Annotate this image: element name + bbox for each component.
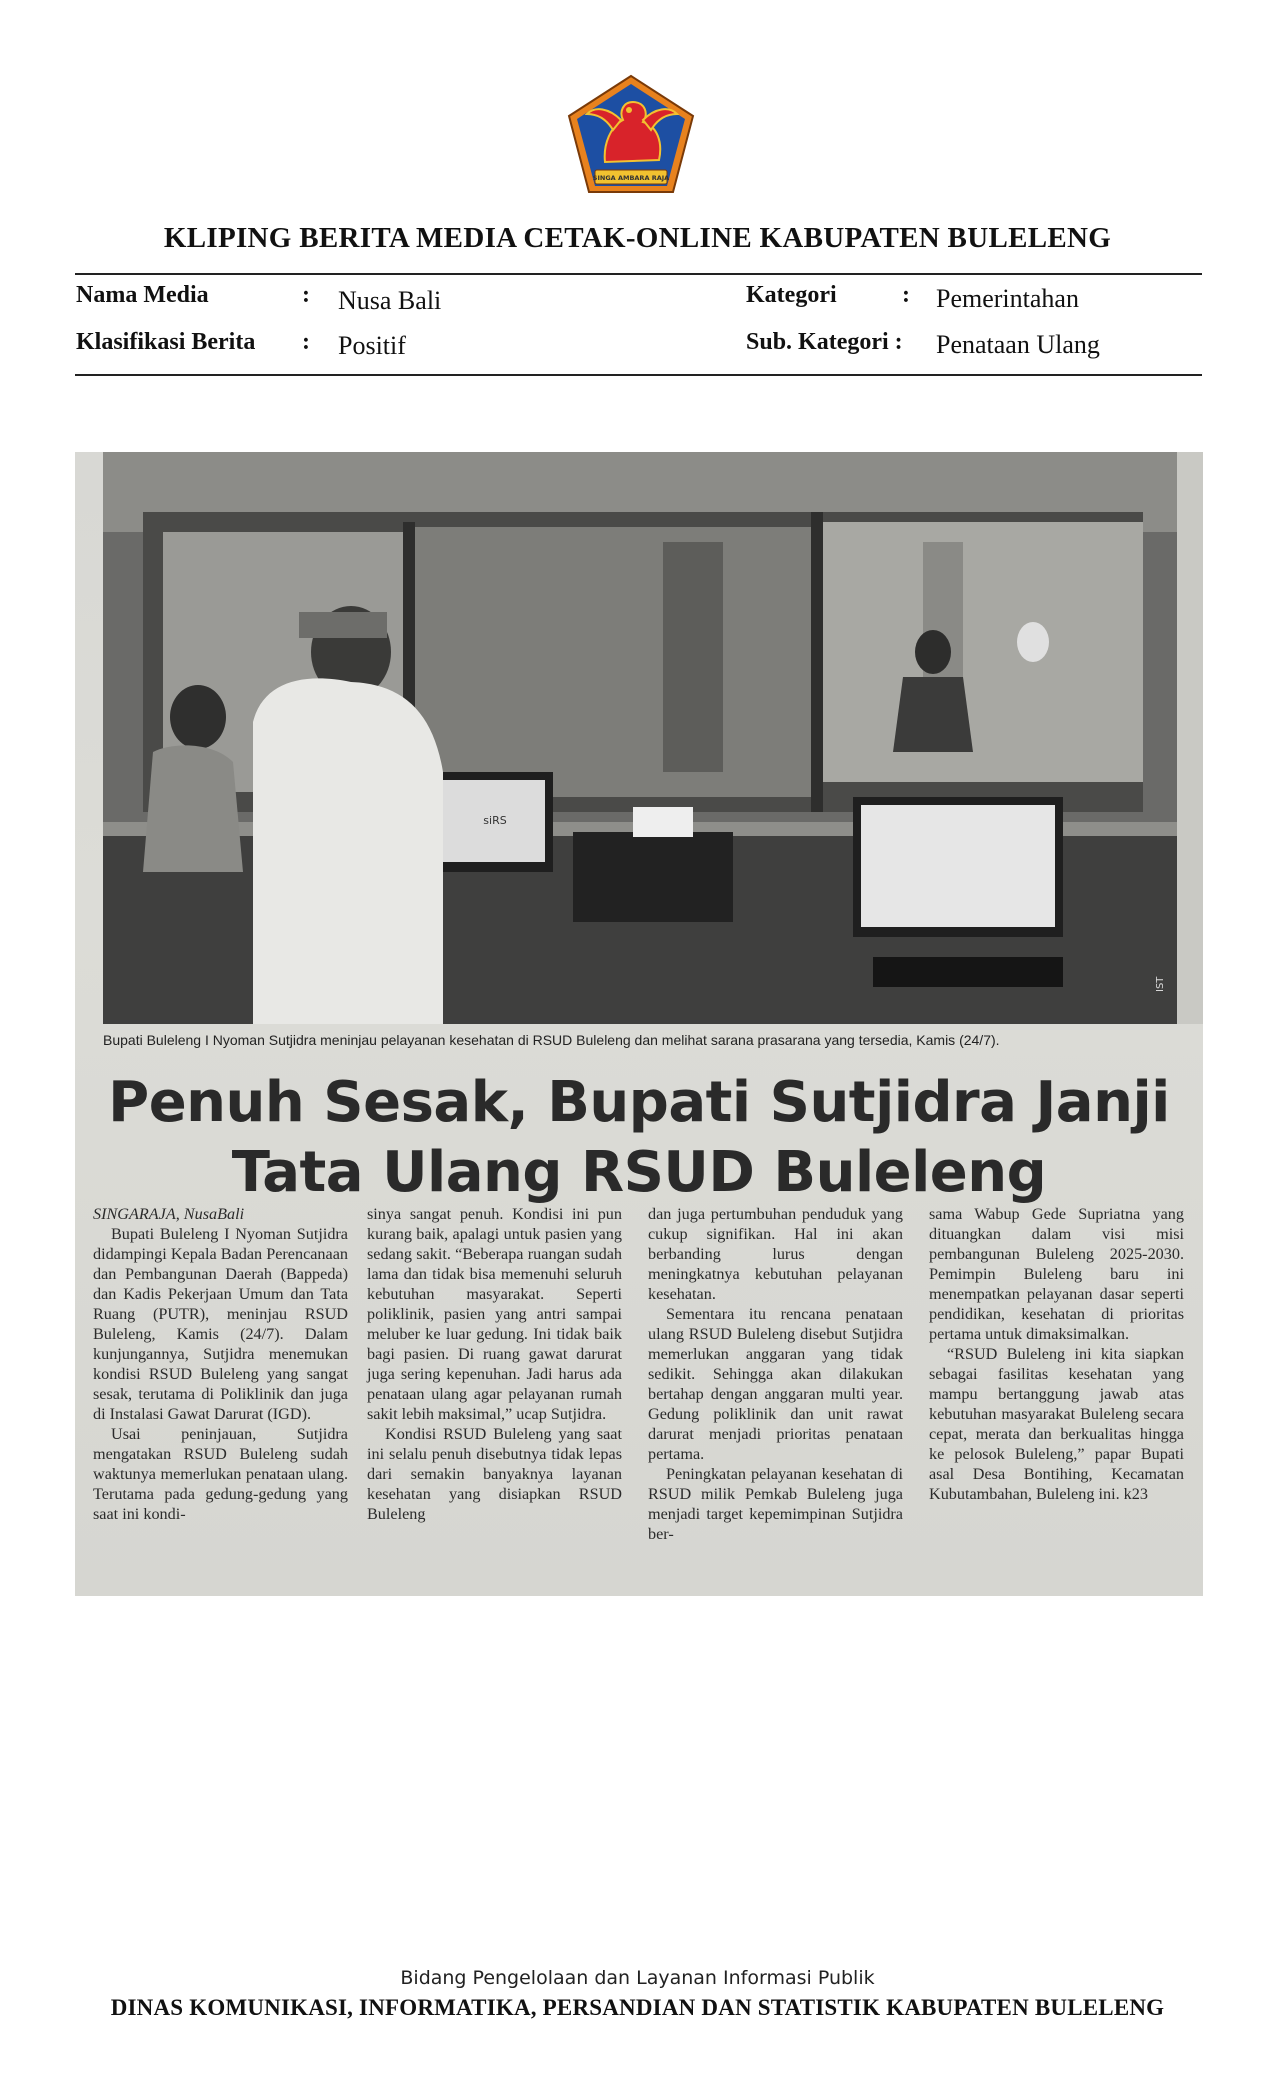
- paragraph: Kondisi RSUD Buleleng yang saat ini selalu penuh disebutnya tidak lepas dari semakin banyaknya layanan kesehatan yang disiapkan RSUD Buleleng: [367, 1425, 622, 1523]
- photo-credit: IST: [1155, 976, 1166, 992]
- media-label: Nama Media: [76, 282, 209, 308]
- kabupaten-buleleng-logo: [565, 74, 697, 196]
- dateline: SINGARAJA, NusaBali: [93, 1205, 245, 1223]
- klasifikasi-value: Positif: [338, 331, 406, 360]
- kategori-value: Pemerintahan: [936, 284, 1079, 313]
- paragraph: dan juga pertumbuhan penduduk yang cukup signifikan. Hal ini akan berbanding lurus dengan meningkatnya kebutuhan pelayanan kesehatan.: [648, 1205, 903, 1303]
- footer-division: Bidang Pengelolaan dan Layanan Informasi Publik: [400, 1967, 875, 1989]
- subkategori-value: Penataan Ulang: [936, 330, 1100, 359]
- logo-motto: SINGA AMBARA RAJA: [592, 174, 670, 182]
- paragraph: Sementara itu rencana penataan ulang RSUD Buleleng disebut Sutjidra memerlukan anggaran yang tidak sedikit. Sehingga akan dilakukan bertahap dengan anggaran multi year. Gedung poliklinik dan unit rawat darurat menjadi prioritas penataan pertama.: [648, 1305, 903, 1463]
- article-column-1: [93, 1204, 348, 1524]
- klasifikasi-colon: :: [302, 329, 310, 355]
- media-colon: :: [302, 282, 310, 308]
- headline-line-2: Tata Ulang RSUD Buleleng: [231, 1140, 1047, 1205]
- document-title: KLIPING BERITA MEDIA CETAK-ONLINE KABUPATEN BULELENG: [163, 222, 1112, 254]
- kategori-label: Kategori: [746, 282, 837, 308]
- monitor-screen-text: siRS: [483, 814, 507, 827]
- article-photo: [103, 452, 1177, 1024]
- media-value: Nusa Bali: [338, 286, 442, 315]
- photo-caption: Bupati Buleleng I Nyoman Sutjidra meninjau pelayanan kesehatan di RSUD Buleleng dan melihat sarana prasarana yang tersedia, Kamis (24/7).: [103, 1032, 1000, 1048]
- adjacent-article-strip: [1177, 452, 1203, 1024]
- article-column-2: [367, 1204, 622, 1524]
- paragraph: Usai peninjauan, Sutjidra mengatakan RSUD Buleleng sudah waktunya memerlukan penataan ulang. Terutama pada gedung-gedung yang saat ini kondi-: [93, 1425, 348, 1523]
- subkategori-label: Sub. Kategori :: [746, 329, 903, 355]
- article-column-3: [648, 1204, 903, 1544]
- kategori-colon: :: [902, 282, 910, 308]
- paragraph: sinya sangat penuh. Kondisi ini pun kurang baik, apalagi untuk pasien yang sedang sakit. “Beberapa ruangan sudah lama dan tidak bisa memenuhi seluruh kebutuhan masyarakat. Seperti poliklinik, pasien yang antri sampai meluber ke luar gedung. Ini tidak baik bagi pasien. Di ruang gawat darurat juga sering kepenuhan. Jadi harus ada penataan ulang agar pelayanan rumah sakit lebih maksimal,” ucap Sutjidra.: [367, 1205, 622, 1423]
- klasifikasi-label: Klasifikasi Berita: [76, 329, 256, 355]
- paragraph: Peningkatan pelayanan kesehatan di RSUD milik Pemkab Buleleng juga menjadi target kepemimpinan Sutjidra ber-: [648, 1465, 903, 1543]
- paragraph: Bupati Buleleng I Nyoman Sutjidra didampingi Kepala Badan Perencanaan dan Pembangunan Daerah (Bappeda) dan Kadis Pekerjaan Umum dan Tata Ruang (PUTR), meninjau RSUD Buleleng, Kamis (24/7). Dalam kunjungannya, Sutjidra menemukan kondisi RSUD Buleleng yang sangat sesak, terutama di Poliklinik dan juga di Instalasi Gawat Darurat (IGD).: [93, 1225, 348, 1423]
- paragraph: sama Wabup Gede Supriatna yang dituangkan dalam visi misi pembangunan Buleleng 2025-2030. Pemimpin Buleleng baru ini menempatkan pelayanan dasar seperti pendidikan, kesehatan di prioritas pertama untuk dimaksimalkan.: [929, 1205, 1184, 1343]
- headline-line-1: Penuh Sesak, Bupati Sutjidra Janji: [108, 1070, 1170, 1135]
- article-column-4: [929, 1204, 1184, 1504]
- paragraph: “RSUD Buleleng ini kita siapkan sebagai fasilitas kesehatan yang mampu bertanggung jawab atas kebutuhan masyarakat Buleleng secara cepat, merata dan berkualitas hingga ke pelosok Buleleng,” papar Bupati asal Desa Bontihing, Kecamatan Kubutambahan, Buleleng ini. k23: [929, 1345, 1184, 1503]
- header-rule-bottom: [75, 374, 1202, 376]
- header-rule-top: [75, 273, 1202, 275]
- newspaper-clipping: [75, 452, 1203, 1596]
- footer-agency: DINAS KOMUNIKASI, INFORMATIKA, PERSANDIAN DAN STATISTIK KABUPATEN BULELENG: [110, 1995, 1165, 2020]
